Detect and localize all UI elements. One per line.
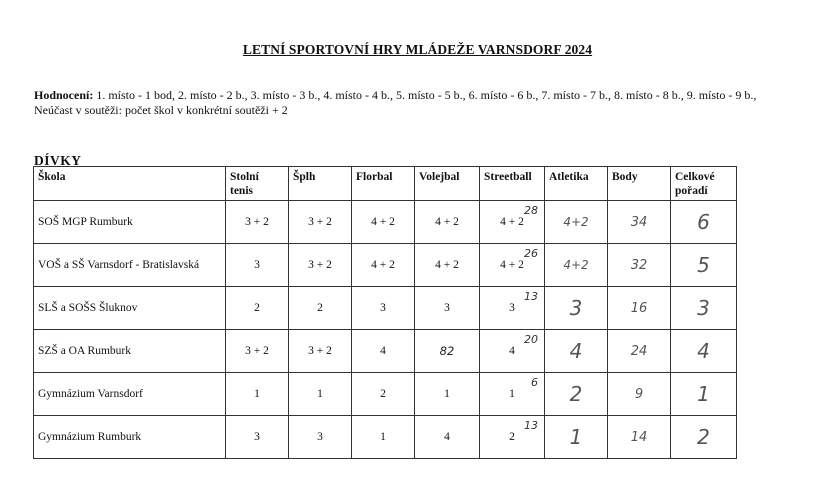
stolni-cell: 3 xyxy=(226,244,289,287)
florbal-cell: 4 + 2 xyxy=(352,201,415,244)
scoring-label: Hodnocení: xyxy=(34,88,94,102)
header-streetball: Streetball xyxy=(480,167,545,201)
florbal-cell: 4 xyxy=(352,330,415,373)
stolni-cell: 1 xyxy=(226,373,289,416)
poradi-cell: 3 xyxy=(671,287,737,330)
splh-cell: 3 + 2 xyxy=(289,330,352,373)
streetball-value: 3 xyxy=(509,302,515,314)
header-school: Škola xyxy=(34,167,226,201)
splh-cell: 1 xyxy=(289,373,352,416)
streetball-value: 4 + 2 xyxy=(500,216,524,228)
splh-cell: 3 xyxy=(289,416,352,459)
streetball-value: 2 xyxy=(509,431,515,443)
poradi-cell: 4 xyxy=(671,330,737,373)
splh-cell: 3 + 2 xyxy=(289,201,352,244)
streetball-value: 4 + 2 xyxy=(500,259,524,271)
streetball-note: 6 xyxy=(531,376,538,389)
streetball-value: 1 xyxy=(509,388,515,400)
table-row xyxy=(34,287,737,330)
stolni-cell: 2 xyxy=(226,287,289,330)
streetball-note: 20 xyxy=(524,333,538,346)
atletika-cell: 1 xyxy=(545,416,608,459)
table-row xyxy=(34,416,737,459)
table-row xyxy=(34,373,737,416)
streetball-cell xyxy=(480,244,545,287)
volejbal-cell: 4 + 2 xyxy=(415,244,480,287)
header-celkove-poradi: Celkové pořadí xyxy=(671,167,737,201)
poradi-cell: 6 xyxy=(671,201,737,244)
streetball-note: 28 xyxy=(524,204,538,217)
volejbal-cell: 4 xyxy=(415,416,480,459)
florbal-cell: 4 + 2 xyxy=(352,244,415,287)
volejbal-cell: 1 xyxy=(415,373,480,416)
stolni-cell: 3 + 2 xyxy=(226,201,289,244)
volejbal-cell: 3 xyxy=(415,287,480,330)
florbal-cell: 1 xyxy=(352,416,415,459)
table-row xyxy=(34,330,737,373)
poradi-cell: 2 xyxy=(671,416,737,459)
volejbal-cell: 4 + 2 xyxy=(415,201,480,244)
streetball-note: 13 xyxy=(524,419,538,432)
splh-cell: 3 + 2 xyxy=(289,244,352,287)
body-cell: 34 xyxy=(608,201,671,244)
header-volejbal: Volejbal xyxy=(415,167,480,201)
header-atletika: Atletika xyxy=(545,167,608,201)
streetball-cell xyxy=(480,416,545,459)
school-cell: SOŠ MGP Rumburk xyxy=(34,201,226,244)
poradi-cell: 5 xyxy=(671,244,737,287)
body-cell: 24 xyxy=(608,330,671,373)
atletika-cell: 4+2 xyxy=(545,201,608,244)
body-cell: 9 xyxy=(608,373,671,416)
table-row xyxy=(34,201,737,244)
school-cell: Gymnázium Rumburk xyxy=(34,416,226,459)
scoring-rules xyxy=(34,88,824,118)
scoring-absence: Neúčast v soutěži: počet škol v konkrétní soutěži + 2 xyxy=(34,103,288,117)
table-row xyxy=(34,244,737,287)
body-cell: 14 xyxy=(608,416,671,459)
streetball-note: 13 xyxy=(524,290,538,303)
streetball-cell xyxy=(480,330,545,373)
results-table xyxy=(33,166,737,459)
florbal-cell: 3 xyxy=(352,287,415,330)
body-cell: 32 xyxy=(608,244,671,287)
header-row xyxy=(34,167,737,201)
streetball-cell xyxy=(480,287,545,330)
header-stolni-tenis: Stolní tenis xyxy=(226,167,289,201)
school-cell: SZŠ a OA Rumburk xyxy=(34,330,226,373)
streetball-note: 26 xyxy=(524,247,538,260)
stolni-cell: 3 xyxy=(226,416,289,459)
school-cell: Gymnázium Varnsdorf xyxy=(34,373,226,416)
header-splh: Šplh xyxy=(289,167,352,201)
atletika-cell: 4 xyxy=(545,330,608,373)
body-cell: 16 xyxy=(608,287,671,330)
streetball-cell xyxy=(480,201,545,244)
volejbal-cell: 82 xyxy=(415,330,480,373)
atletika-cell: 3 xyxy=(545,287,608,330)
poradi-cell: 1 xyxy=(671,373,737,416)
atletika-cell: 2 xyxy=(545,373,608,416)
splh-cell: 2 xyxy=(289,287,352,330)
section-title: DÍVKY xyxy=(34,153,82,168)
stolni-cell: 3 + 2 xyxy=(226,330,289,373)
streetball-value: 4 xyxy=(509,345,515,357)
header-body: Body xyxy=(608,167,671,201)
florbal-cell: 2 xyxy=(352,373,415,416)
school-cell: VOŠ a SŠ Varnsdorf - Bratislavská xyxy=(34,244,226,287)
scoring-text: 1. místo - 1 bod, 2. místo - 2 b., 3. místo - 3 b., 4. místo - 4 b., 5. místo - 5 b., 6. místo - 6 b., 7. místo - 7 b., 8. místo - 8 b., 9. místo - 9 b., xyxy=(96,88,757,102)
atletika-cell: 4+2 xyxy=(545,244,608,287)
streetball-cell xyxy=(480,373,545,416)
school-cell: SLŠ a SOŠS Šluknov xyxy=(34,287,226,330)
document-title: LETNÍ SPORTOVNÍ HRY MLÁDEŽE VARNSDORF 2024 xyxy=(242,42,593,57)
header-florbal: Florbal xyxy=(352,167,415,201)
